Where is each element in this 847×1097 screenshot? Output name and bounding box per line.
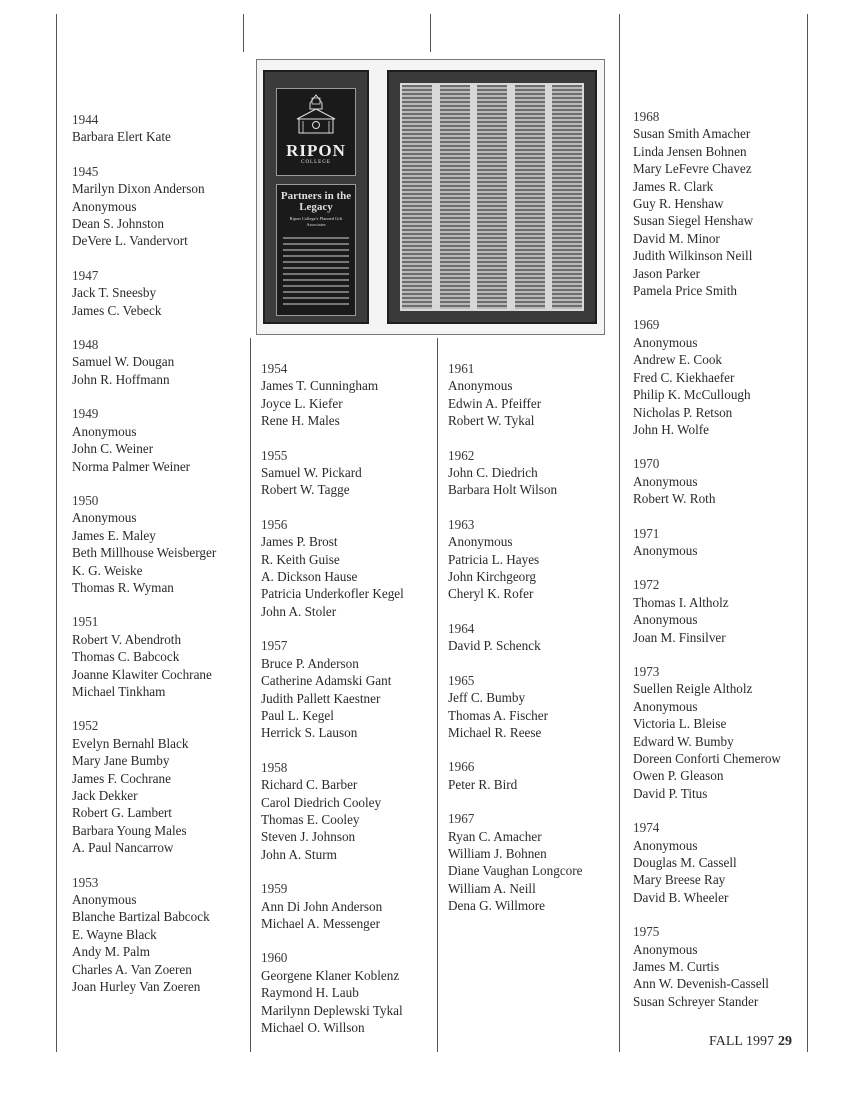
donor-name: Mary Jane Bumby (72, 753, 170, 769)
names-column-2 (261, 360, 431, 1053)
names-column-4 (633, 108, 805, 1027)
donor-name: K. G. Weiske (72, 562, 143, 578)
year-group (633, 923, 805, 1010)
donor-name: Catherine Adamski Gant (261, 673, 392, 689)
year-group (633, 663, 805, 802)
donor-name: Judith Wilkinson Neill (633, 248, 753, 264)
donor-name: Anonymous (633, 473, 698, 489)
plaque-body-text (283, 237, 349, 309)
name-plate-column (402, 85, 432, 309)
donor-name: David B. Wheeler (633, 889, 729, 905)
donor-name: Charles A. Van Zoeren (72, 961, 192, 977)
class-year: 1950 (72, 492, 99, 508)
class-year: 1947 (72, 267, 99, 283)
class-year: 1944 (72, 112, 99, 127)
donor-name: Jason Parker (633, 265, 701, 281)
year-group (261, 880, 431, 932)
year-group (72, 405, 242, 475)
donor-name: Ann Di John Anderson (261, 898, 383, 914)
donor-name: John A. Stoler (261, 603, 337, 619)
name-plate-column (477, 85, 507, 309)
donor-name: Anonymous (633, 612, 698, 628)
year-group (72, 336, 242, 388)
year-group (261, 637, 431, 741)
donor-name: David M. Minor (633, 230, 720, 246)
donor-name: Michael R. Reese (448, 724, 542, 740)
donor-name: Michael A. Messenger (261, 915, 381, 931)
class-year: 1945 (72, 163, 99, 179)
donor-name: Thomas R. Wyman (72, 579, 174, 595)
donor-name: Victoria L. Bleise (633, 716, 727, 732)
donor-name: William A. Neill (448, 880, 536, 896)
year-group (72, 874, 242, 996)
year-group (72, 111, 242, 146)
donor-name: Suellen Reigle Altholz (633, 681, 753, 697)
donor-name: Andrew E. Cook (633, 352, 723, 368)
year-group (72, 267, 242, 319)
class-year: 1955 (261, 447, 288, 463)
donor-name: James E. Maley (72, 527, 156, 543)
partners-plaque (263, 70, 369, 324)
name-plate-column (515, 85, 545, 309)
donor-name: Anonymous (633, 334, 698, 350)
donor-name: Nicholas P. Retson (633, 404, 733, 420)
donor-name: Joan M. Finsilver (633, 629, 726, 645)
donor-name: Joyce L. Kiefer (261, 395, 343, 411)
class-year: 1971 (633, 525, 660, 541)
class-year: 1966 (448, 759, 475, 775)
year-group (261, 949, 431, 1036)
donor-name: Susan Siegel Henshaw (633, 213, 754, 229)
logo-subtext: COLLEGE (301, 160, 331, 165)
donor-name: Norma Palmer Weiner (72, 458, 191, 474)
year-group (448, 360, 618, 430)
column-rule (56, 14, 57, 1052)
donor-name: James T. Cunningham (261, 378, 379, 394)
donor-name: Douglas M. Cassell (633, 855, 737, 871)
class-year: 1960 (261, 950, 288, 966)
donor-name: Herrick S. Lauson (261, 725, 358, 741)
donor-name: Dena G. Willmore (448, 898, 546, 914)
class-year: 1968 (633, 109, 660, 124)
issue-label: FALL 1997 (709, 1034, 774, 1049)
donor-name: Linda Jensen Bohnen (633, 143, 747, 159)
donor-name: Doreen Conforti Chemerow (633, 751, 781, 766)
donor-name: Georgene Klaner Koblenz (261, 967, 400, 983)
donor-name: Bruce P. Anderson (261, 655, 359, 671)
donor-name: Edward W. Bumby (633, 733, 734, 749)
donor-name: Robert W. Tykal (448, 413, 535, 429)
donor-name: James P. Brost (261, 534, 338, 550)
donor-name: E. Wayne Black (72, 926, 157, 942)
plaque-photo (256, 59, 605, 335)
class-year: 1963 (448, 516, 475, 532)
donor-name: Philip K. McCullough (633, 387, 751, 403)
donor-name: Richard C. Barber (261, 777, 358, 793)
donor-name: Anonymous (633, 941, 698, 957)
plaque-subtitle: Ripon College's Planned Gift Associates (289, 216, 343, 227)
donor-name: Beth Millhouse Weisberger (72, 545, 217, 561)
year-group (448, 516, 618, 603)
donor-name: Guy R. Henshaw (633, 196, 724, 212)
year-group (72, 163, 242, 250)
donor-name: Ryan C. Amacher (448, 828, 542, 844)
donor-name: Jack T. Sneesby (72, 285, 157, 301)
donor-name: Barbara Holt Wilson (448, 482, 558, 498)
column-rule (250, 338, 251, 1052)
donor-name: Anonymous (72, 423, 137, 439)
column-rule (619, 14, 620, 1052)
column-rule (243, 14, 244, 52)
class-year: 1948 (72, 337, 99, 353)
donor-name: Thomas A. Fischer (448, 707, 548, 723)
year-group (633, 576, 805, 646)
class-year: 1961 (448, 361, 475, 376)
class-year: 1952 (72, 718, 99, 734)
donor-name: William J. Bohnen (448, 845, 547, 861)
class-year: 1951 (72, 614, 99, 630)
donor-name: Andy M. Palm (72, 944, 151, 960)
donor-name: Carol Diedrich Cooley (261, 794, 382, 810)
class-year: 1964 (448, 620, 475, 636)
donor-name: Marilyn Dixon Anderson (72, 181, 205, 197)
year-group (448, 758, 618, 793)
donor-name: James R. Clark (633, 178, 714, 194)
class-year: 1974 (633, 820, 660, 836)
donor-name: James M. Curtis (633, 959, 720, 975)
donor-name: Cheryl K. Rofer (448, 586, 534, 602)
class-year: 1962 (448, 447, 475, 463)
ripon-college-logo (276, 88, 356, 176)
donor-name: Pamela Price Smith (633, 283, 738, 299)
donor-name: Fred C. Kiekhaefer (633, 369, 735, 385)
donor-name: John C. Diedrich (448, 465, 538, 481)
donor-name: Thomas E. Cooley (261, 811, 360, 827)
donor-name: Samuel W. Dougan (72, 354, 175, 370)
donor-name: Peter R. Bird (448, 776, 518, 792)
building-icon (277, 89, 355, 139)
donor-name: Michael Tinkham (72, 683, 166, 699)
year-group (448, 810, 618, 914)
donor-name: R. Keith Guise (261, 551, 340, 567)
year-group (633, 819, 805, 906)
page-number: 29 (777, 1034, 792, 1049)
donor-name: Patricia L. Hayes (448, 551, 540, 567)
donor-name: Barbara Young Males (72, 822, 187, 838)
class-year: 1959 (261, 881, 288, 897)
donor-name: James C. Vebeck (72, 302, 162, 318)
plaque-inscription (276, 184, 356, 316)
class-year: 1970 (633, 456, 660, 472)
class-year: 1969 (633, 317, 660, 333)
donor-name: John A. Sturm (261, 846, 337, 862)
donor-name: Blanche Bartizal Babcock (72, 909, 210, 925)
donor-name: Anonymous (72, 510, 137, 526)
donor-name: David P. Titus (633, 785, 708, 801)
donor-name: DeVere L. Vandervort (72, 233, 188, 249)
donor-name: Judith Pallett Kaestner (261, 690, 381, 706)
donor-name: Anonymous (448, 378, 513, 394)
year-group (448, 672, 618, 742)
class-year: 1967 (448, 811, 475, 827)
donor-name: Anonymous (633, 837, 698, 853)
class-year: 1973 (633, 663, 660, 679)
donor-name: Anonymous (633, 542, 698, 558)
donor-name: Robert G. Lambert (72, 805, 172, 821)
class-year: 1954 (261, 361, 288, 376)
donor-name: Owen P. Gleason (633, 768, 724, 784)
donor-name: Steven J. Johnson (261, 829, 356, 845)
year-group (72, 613, 242, 700)
year-group (261, 759, 431, 863)
donor-name: Marilynn Deplewski Tykal (261, 1002, 403, 1018)
class-year: 1972 (633, 577, 660, 593)
donor-name: Joanne Klawiter Cochrane (72, 666, 212, 682)
year-group (261, 447, 431, 499)
donor-name: John R. Hoffmann (72, 371, 170, 387)
column-rule (807, 14, 808, 1052)
donor-name: Jack Dekker (72, 788, 138, 803)
donor-name: Robert W. Roth (633, 491, 716, 507)
donor-name: Ann W. Devenish-Cassell (633, 976, 769, 992)
donor-name: A. Paul Nancarrow (72, 840, 174, 856)
page-footer (709, 1034, 792, 1050)
donor-name: John C. Weiner (72, 441, 154, 457)
donor-name: Diane Vaughan Longcore (448, 863, 583, 879)
donor-name: Mary Breese Ray (633, 872, 726, 888)
donor-name: Michael O. Willson (261, 1020, 365, 1035)
class-year: 1975 (633, 924, 660, 940)
donor-name: Edwin A. Pfeiffer (448, 395, 542, 411)
column-rule (430, 14, 431, 52)
column-rule (437, 338, 438, 1052)
donor-name: Paul L. Kegel (261, 707, 334, 723)
donor-name: Patricia Underkofler Kegel (261, 586, 404, 602)
donor-name: A. Dickson Hause (261, 569, 358, 585)
class-year: 1958 (261, 759, 288, 775)
year-group (448, 620, 618, 655)
logo-wordmark: RIPON (286, 141, 346, 160)
donor-name: Barbara Elert Kate (72, 129, 171, 145)
donor-name: Susan Schreyer Stander (633, 993, 759, 1009)
class-year: 1953 (72, 874, 99, 890)
donor-name: Joan Hurley Van Zoeren (72, 979, 201, 995)
year-group (633, 108, 805, 299)
class-year: 1949 (72, 406, 99, 422)
donor-name: Rene H. Males (261, 413, 340, 429)
class-year: 1957 (261, 638, 288, 654)
donor-name: Thomas C. Babcock (72, 649, 180, 665)
name-plate-column (440, 85, 470, 309)
name-plate-column (552, 85, 582, 309)
year-group (633, 316, 805, 438)
donor-name: Samuel W. Pickard (261, 465, 362, 481)
donor-name: Dean S. Johnston (72, 216, 164, 232)
year-group (72, 717, 242, 856)
plaque-title: Partners in the Legacy (280, 190, 352, 213)
donor-name: Anonymous (72, 198, 137, 214)
donor-name-board (387, 70, 597, 324)
donor-name: James F. Cochrane (72, 770, 171, 786)
year-group (72, 492, 242, 596)
donor-name: Jeff C. Bumby (448, 690, 526, 706)
donor-name: Thomas I. Altholz (633, 594, 729, 610)
donor-name: David P. Schenck (448, 638, 541, 654)
year-group (261, 516, 431, 620)
names-column-3 (448, 360, 618, 932)
names-column-1 (72, 111, 242, 1012)
year-group (633, 455, 805, 507)
class-year: 1956 (261, 516, 288, 532)
donor-name: Robert W. Tagge (261, 482, 350, 498)
donor-name: Evelyn Bernahl Black (72, 735, 189, 751)
donor-name: Anonymous (72, 892, 137, 908)
year-group (633, 525, 805, 560)
donor-name: Robert V. Abendroth (72, 631, 182, 647)
donor-name: John Kirchgeorg (448, 569, 537, 585)
year-group (448, 447, 618, 499)
donor-name: Anonymous (448, 534, 513, 550)
donor-name: Mary LeFevre Chavez (633, 161, 752, 177)
donor-name: John H. Wolfe (633, 421, 709, 437)
donor-name: Anonymous (633, 698, 698, 714)
donor-name: Raymond H. Laub (261, 985, 359, 1001)
donor-name: Susan Smith Amacher (633, 126, 751, 142)
class-year: 1965 (448, 672, 475, 688)
year-group (261, 360, 431, 430)
